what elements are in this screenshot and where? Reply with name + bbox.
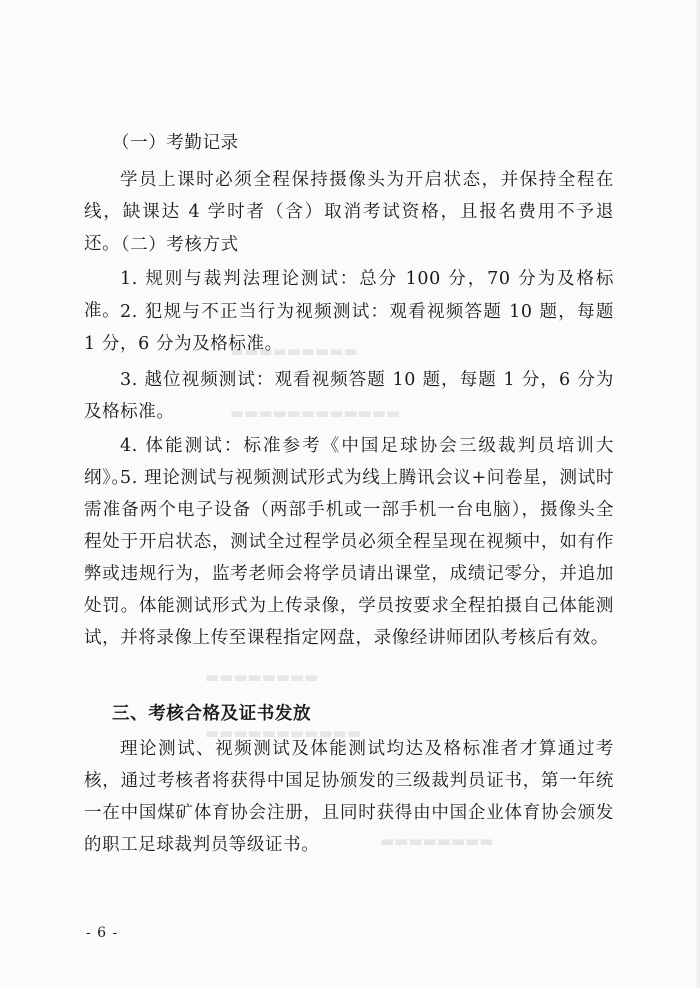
assessment-item-format: 5. 理论测试与视频测试形式为线上腾讯会议+问卷星，测试时需准备两个电子设备（两部手机或一部手机一台电脑），摄像头全程处于开启状态，测试全过程学员必须全程呈现在视频中，如有作弊或违规行为，监考老师会将学员请出课堂，成绩记零分，并追加处罚。体能测试形式为上传录像，学员按要求全程拍摄自己体能测试，并将录像上传至课程指定网盘，录像经讲师团队考核后有效。 (84, 468, 614, 648)
certificate-heading: 三、考核合格及证书发放 (112, 704, 312, 724)
page-edge-shadow (694, 0, 700, 988)
show-through-text: ▬▬▬▬▬▬▬▬▬ (230, 342, 358, 360)
show-through-text: ▬▬▬▬▬▬▬▬ (205, 668, 319, 686)
assessment-item-theory: 1. 规则与裁判法理论测试：总分 100 分，70 分为及格标准。 (84, 269, 614, 321)
show-through-text: ▬▬▬▬▬▬▬▬▬▬▬ (205, 724, 361, 742)
assessment-item-fitness: 4. 体能测试：标准参考《中国足球协会三级裁判员培训大纲》。 (84, 436, 614, 488)
show-through-text: ▬▬▬▬▬▬▬▬ (380, 832, 494, 850)
assessment-item-offside-video: 3. 越位视频测试：观看视频答题 10 题，每题 1 分，6 分为及格标准。 (84, 370, 614, 422)
assessment-item-foul-video: 2. 犯规与不正当行为视频测试：观看视频答题 10 题，每题 1 分，6 分为及格标准。 (84, 302, 614, 354)
attendance-body: 学员上课时必须全程保持摄像头为开启状态，并保持全程在线，缺课达 4 学时者（含）取消考试资格，且报名费用不予退还。 (84, 170, 614, 254)
certificate-body: 理论测试、视频测试及体能测试均达及格标准者才算通过考核，通过考核者将获得中国足协颁发的三级裁判员证书，第一年统一在中国煤矿体育协会注册，且同时获得由中国企业体育协会颁发的职工足球裁判员等级证书。 (84, 739, 614, 855)
show-through-text: ▬▬▬▬▬▬▬▬▬▬▬▬ (230, 404, 401, 422)
page-number: - 6 - (86, 925, 119, 941)
assessment-heading: （二）考核方式 (112, 235, 239, 255)
attendance-heading: （一）考勤记录 (112, 133, 239, 153)
